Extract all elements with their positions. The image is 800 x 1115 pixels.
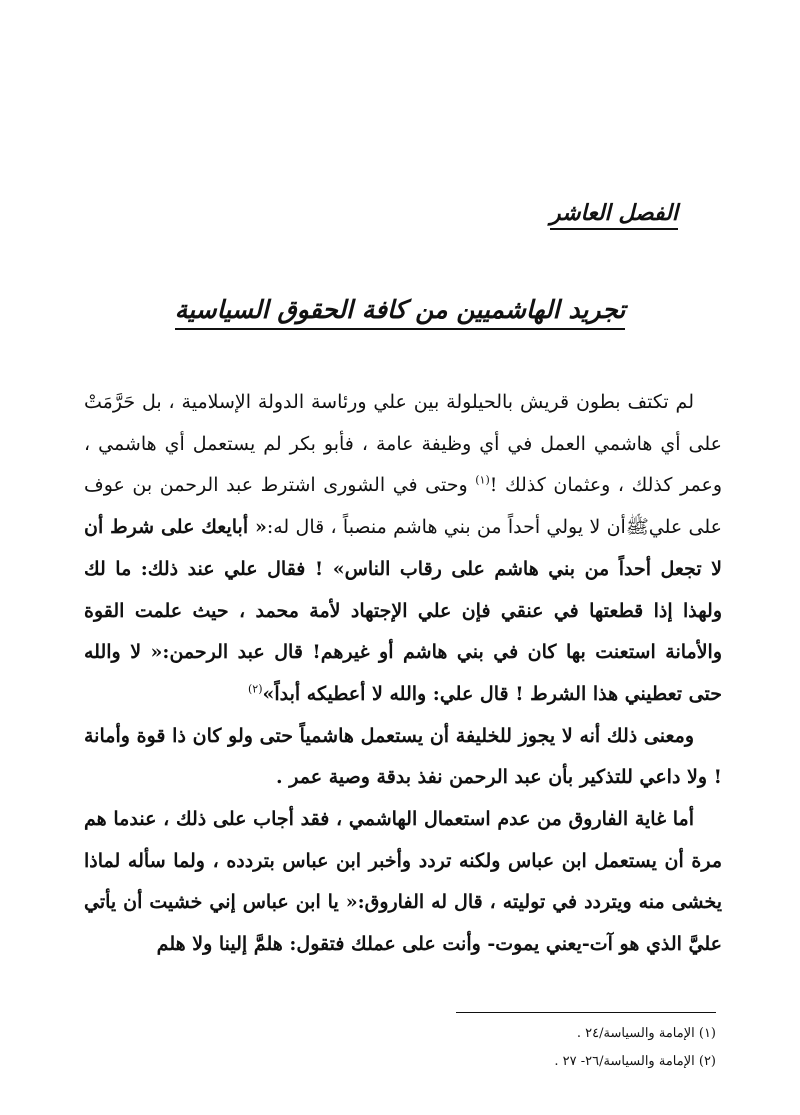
paragraph-1-text-c: أن لا يولي أحداً من بني هاشم منصباً ، قال له: <box>266 516 626 539</box>
paragraph-2 <box>84 716 722 799</box>
paragraph-1 <box>84 382 722 716</box>
chapter-heading: الفصل العاشر <box>550 200 678 230</box>
footnote-divider <box>456 1012 716 1013</box>
footnotes <box>316 1020 716 1076</box>
paragraph-1-text-b: وحتى في الشورى اشترط عبد الرحمن بن عوف على علي <box>84 474 723 539</box>
paragraph-3-text: أما غاية الفاروق من عدم استعمال الهاشمي ، فقد أجاب على ذلك ، عندما هم مرة أن يستعمل ابن عباس ولكنه تردد وأخبر ابن عباس بتردده ، ولما سأله لماذا يخشى منه ويتردد في توليته ، قال له الفاروق:« يا ابن عباس إني خشيت أن يأتي عليَّ الذي هو آت-يعني يموت- وأنت على عملك فتقول: هلمَّ إلينا ولا هلم <box>84 808 722 956</box>
footnote-1: (١) الإمامة والسياسة/٢٤ . <box>576 1026 716 1041</box>
paragraph-1-text-a: لم تكتف بطون قريش بالحيلولة بين علي ورئاسة الدولة الإسلامية ، بل حَرَّمَتْ على أي هاشمي العمل في أي وظيفة عامة ، فأبو بكر لم يستعمل أي هاشمي ، وعمر كذلك ، وعثمان كذلك ! <box>84 391 722 497</box>
paragraph-2-text: ومعنى ذلك أنه لا يجوز للخليفة أن يستعمل هاشمياً حتى ولو كان ذا قوة وأمانة ! ولا داعي للتذكير بأن عبد الرحمن نفذ بدقة وصية عمر . <box>84 724 722 789</box>
footnote-ref-1: (١) <box>475 474 490 488</box>
footnote-ref-2: (٢) <box>247 682 263 696</box>
paragraph-1-quote: « أبايعك على شرط أن لا تجعل أحداً من بني هاشم على رقاب الناس» ! فقال علي عند ذلك: ما لك ولهذا إذا قطعتها في عنقي فإن علي الإجتهاد لأمة محمد ، حيث علمت القوة والأمانة استعنت بها كان في بني هاشم أو غيرهم! قال عبد الرحمن:« لا والله حتى تعطيني هذا الشرط ! قال علي: والله لا أعطيكه أبداً» <box>84 516 722 705</box>
paragraph-3 <box>84 799 722 966</box>
section-title: تجريد الهاشميين من كافة الحقوق السياسية <box>175 295 626 330</box>
section-title-wrapper <box>0 288 800 326</box>
body-text <box>84 382 722 966</box>
honorific-glyph: ﷺ <box>625 516 649 539</box>
footnote-2: (٢) الإمامة والسياسة/٢٦- ٢٧ . <box>554 1054 716 1069</box>
